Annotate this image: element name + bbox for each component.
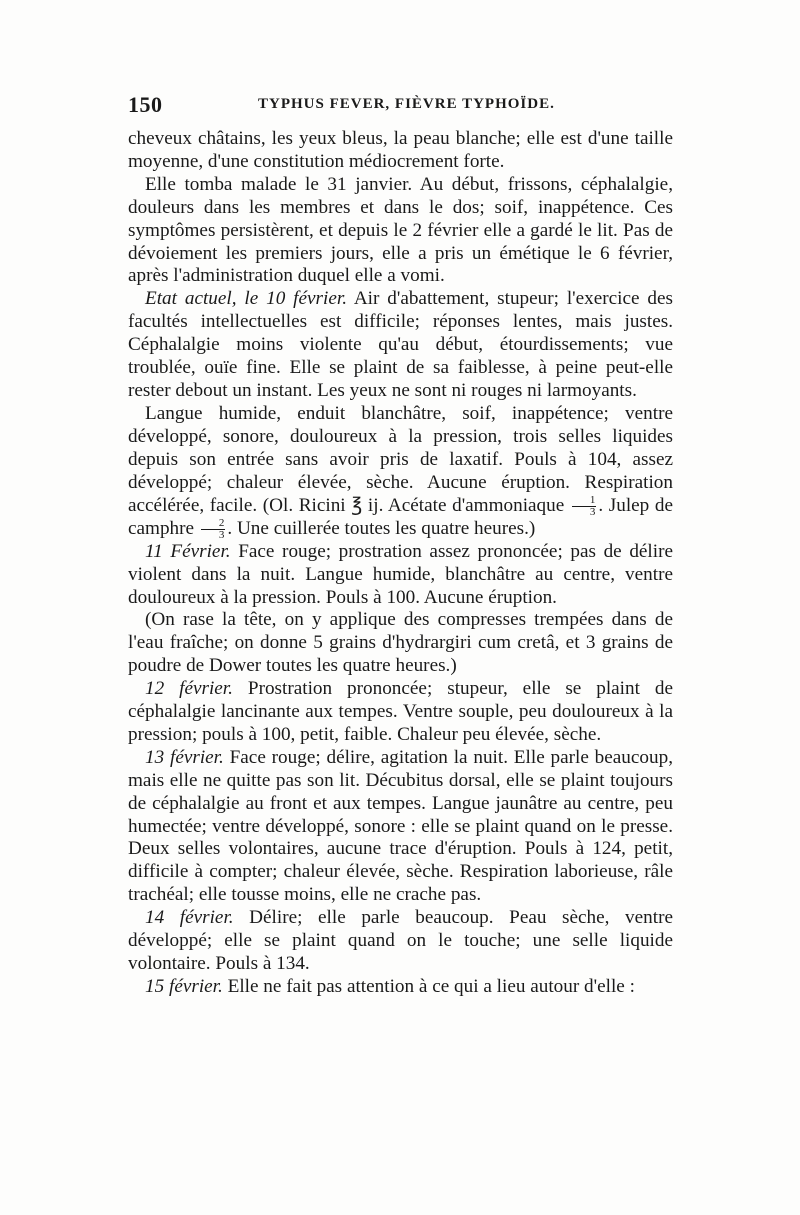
paragraph-1: cheveux châtains, les yeux bleus, la peau blanche; elle est d'une taille moyenne, d'une constitution médiocrement forte. (128, 128, 673, 172)
page-number: 150 (128, 92, 163, 117)
paragraph-3: Etat actuel, le 10 février. Air d'abattement, stupeur; l'exercice des facultés intellectuelles est difficile; réponses lentes, mais justes. Céphalalgie moins violente qu'au début, étourdissements; vue troublée, ouïe fine. Elle se plaint de sa faiblesse, à peine peut-elle rester debout un instant. Les yeux ne sont ni rouges ni larmoyants. (128, 288, 673, 401)
running-head: TYPHUS FEVER, FIÈVRE TYPHOÏDE. (258, 96, 555, 112)
paragraph-9: 14 février. Délire; elle parle beaucoup. Peau sèche, ventre développé; elle se plaint quand on le touche; une selle liquide volontaire. Pouls à 134. (128, 907, 673, 974)
entry-date: 13 février. (145, 746, 224, 768)
entry-date: 11 Février. (145, 540, 231, 562)
paragraph-4: Langue humide, enduit blanchâtre, soif, inappétence; ventre développé, sonore, douloureux à la pression, trois selles liquides depuis son entrée sans avoir pris de laxatif. Pouls à 104, assez développé; chaleur élevée, sèche. Aucune éruption. Respiration accélérée, facile. (Ol. Ricini ℥ ij. Acétate d'ammoniaque $\frac{1}{3}$ . Julep de camphre $\frac{2}{3}$ . Une cuillerée toutes les quatre heures.) (128, 402, 673, 541)
fraction-two-thirds: $\frac{2}{3}$ (201, 518, 226, 541)
entry-date: 14 février. (145, 907, 234, 929)
entry-date: Etat actuel, le 10 février. (145, 288, 347, 310)
page-body (128, 128, 673, 999)
paragraph-6: (On rase la tête, on y applique des compresses trempées dans de l'eau fraîche; on donne 5 grains d'hydrargiri cum cretâ, et 3 grains de poudre de Dower toutes les quatre heures.) (128, 609, 673, 677)
paragraph-2: Elle tomba malade le 31 janvier. Au début, frissons, céphalalgie, douleurs dans les membres et dans le dos; soif, inappétence. Ces symptômes persistèrent, et depuis le 2 février elle a gardé le lit. Pas de dévoiement les premiers jours, elle a pris un émétique le 6 février, après l'administration duquel elle a vomi. (128, 173, 673, 287)
entry-date: 12 février. (145, 678, 233, 700)
paragraph-10: 15 février. Elle ne fait pas attention à ce qui a lieu autour d'elle : (145, 975, 635, 997)
paragraph-8: 13 février. Face rouge; délire, agitation la nuit. Elle parle beaucoup, mais elle ne quitte pas son lit. Décubitus dorsal, elle se plaint toujours de céphalalgie au front et aux tempes. Langue jaunâtre au centre, peu humectée; ventre développé, sonore : elle se plaint quand on le presse. Deux selles volontaires, aucune trace d'éruption. Pouls à 124, petit, difficile à compter; chaleur élevée, sèche. Respiration laborieuse, râle trachéal; elle tousse moins, elle ne crache pas. (128, 746, 673, 906)
paragraph-5: 11 Février. Face rouge; prostration assez prononcée; pas de délire violent dans la nuit. Langue humide, blanchâtre au centre, ventre douloureux à la pression. Pouls à 100. Aucune éruption. (128, 540, 673, 608)
fraction-one-third: $\frac{1}{3}$ (572, 495, 597, 518)
page-header (128, 92, 688, 120)
entry-date: 15 février. (145, 975, 223, 997)
paragraph-7: 12 février. Prostration prononcée; stupeur, elle se plaint de céphalalgie lancinante aux tempes. Ventre souple, peu douloureux à la pression; pouls à 100, petit, faible. Chaleur peu élevée, sèche. (128, 678, 673, 745)
